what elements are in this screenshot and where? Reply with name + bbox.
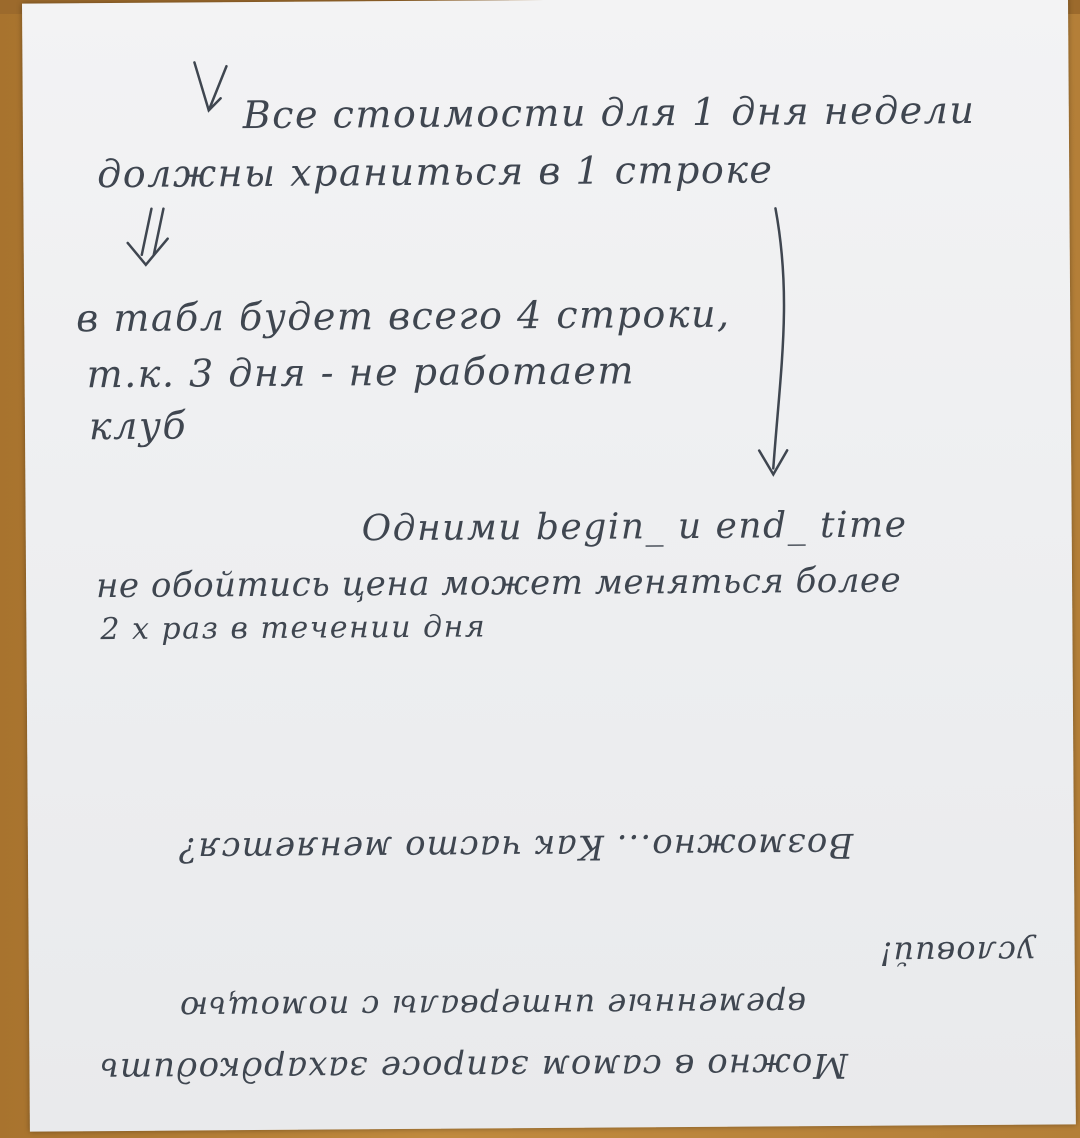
note-line-7: не обойтись цена может меняться более — [95, 560, 902, 607]
note-line-6: Одними begin_ и end_ time — [361, 504, 908, 550]
inverted-line-2: Можно в самом запросе захардкодить — [99, 1044, 849, 1091]
note-line-8: 2 х раз в течении дня — [100, 609, 487, 648]
note-line-2: должны храниться в 1 строке — [97, 147, 774, 197]
note-line-5: клуб — [88, 403, 188, 449]
long-down-arrow-icon — [757, 208, 787, 474]
inverted-line-3: временные интервалы с помощью — [178, 985, 807, 1028]
note-line-4: т.к. 3 дня - не работает — [86, 348, 636, 397]
note-line-1: Все стоимости для 1 дня недели — [242, 87, 976, 138]
down-arrow-icon — [194, 62, 226, 110]
paper-sheet — [22, 0, 1076, 1132]
inverted-line-1: Возможно... Как часто меняется? — [177, 824, 854, 870]
inverted-line-4: условий! — [878, 933, 1036, 973]
double-down-arrow-icon — [127, 209, 167, 265]
note-line-3: в табл будет всего 4 строки, — [76, 291, 731, 341]
